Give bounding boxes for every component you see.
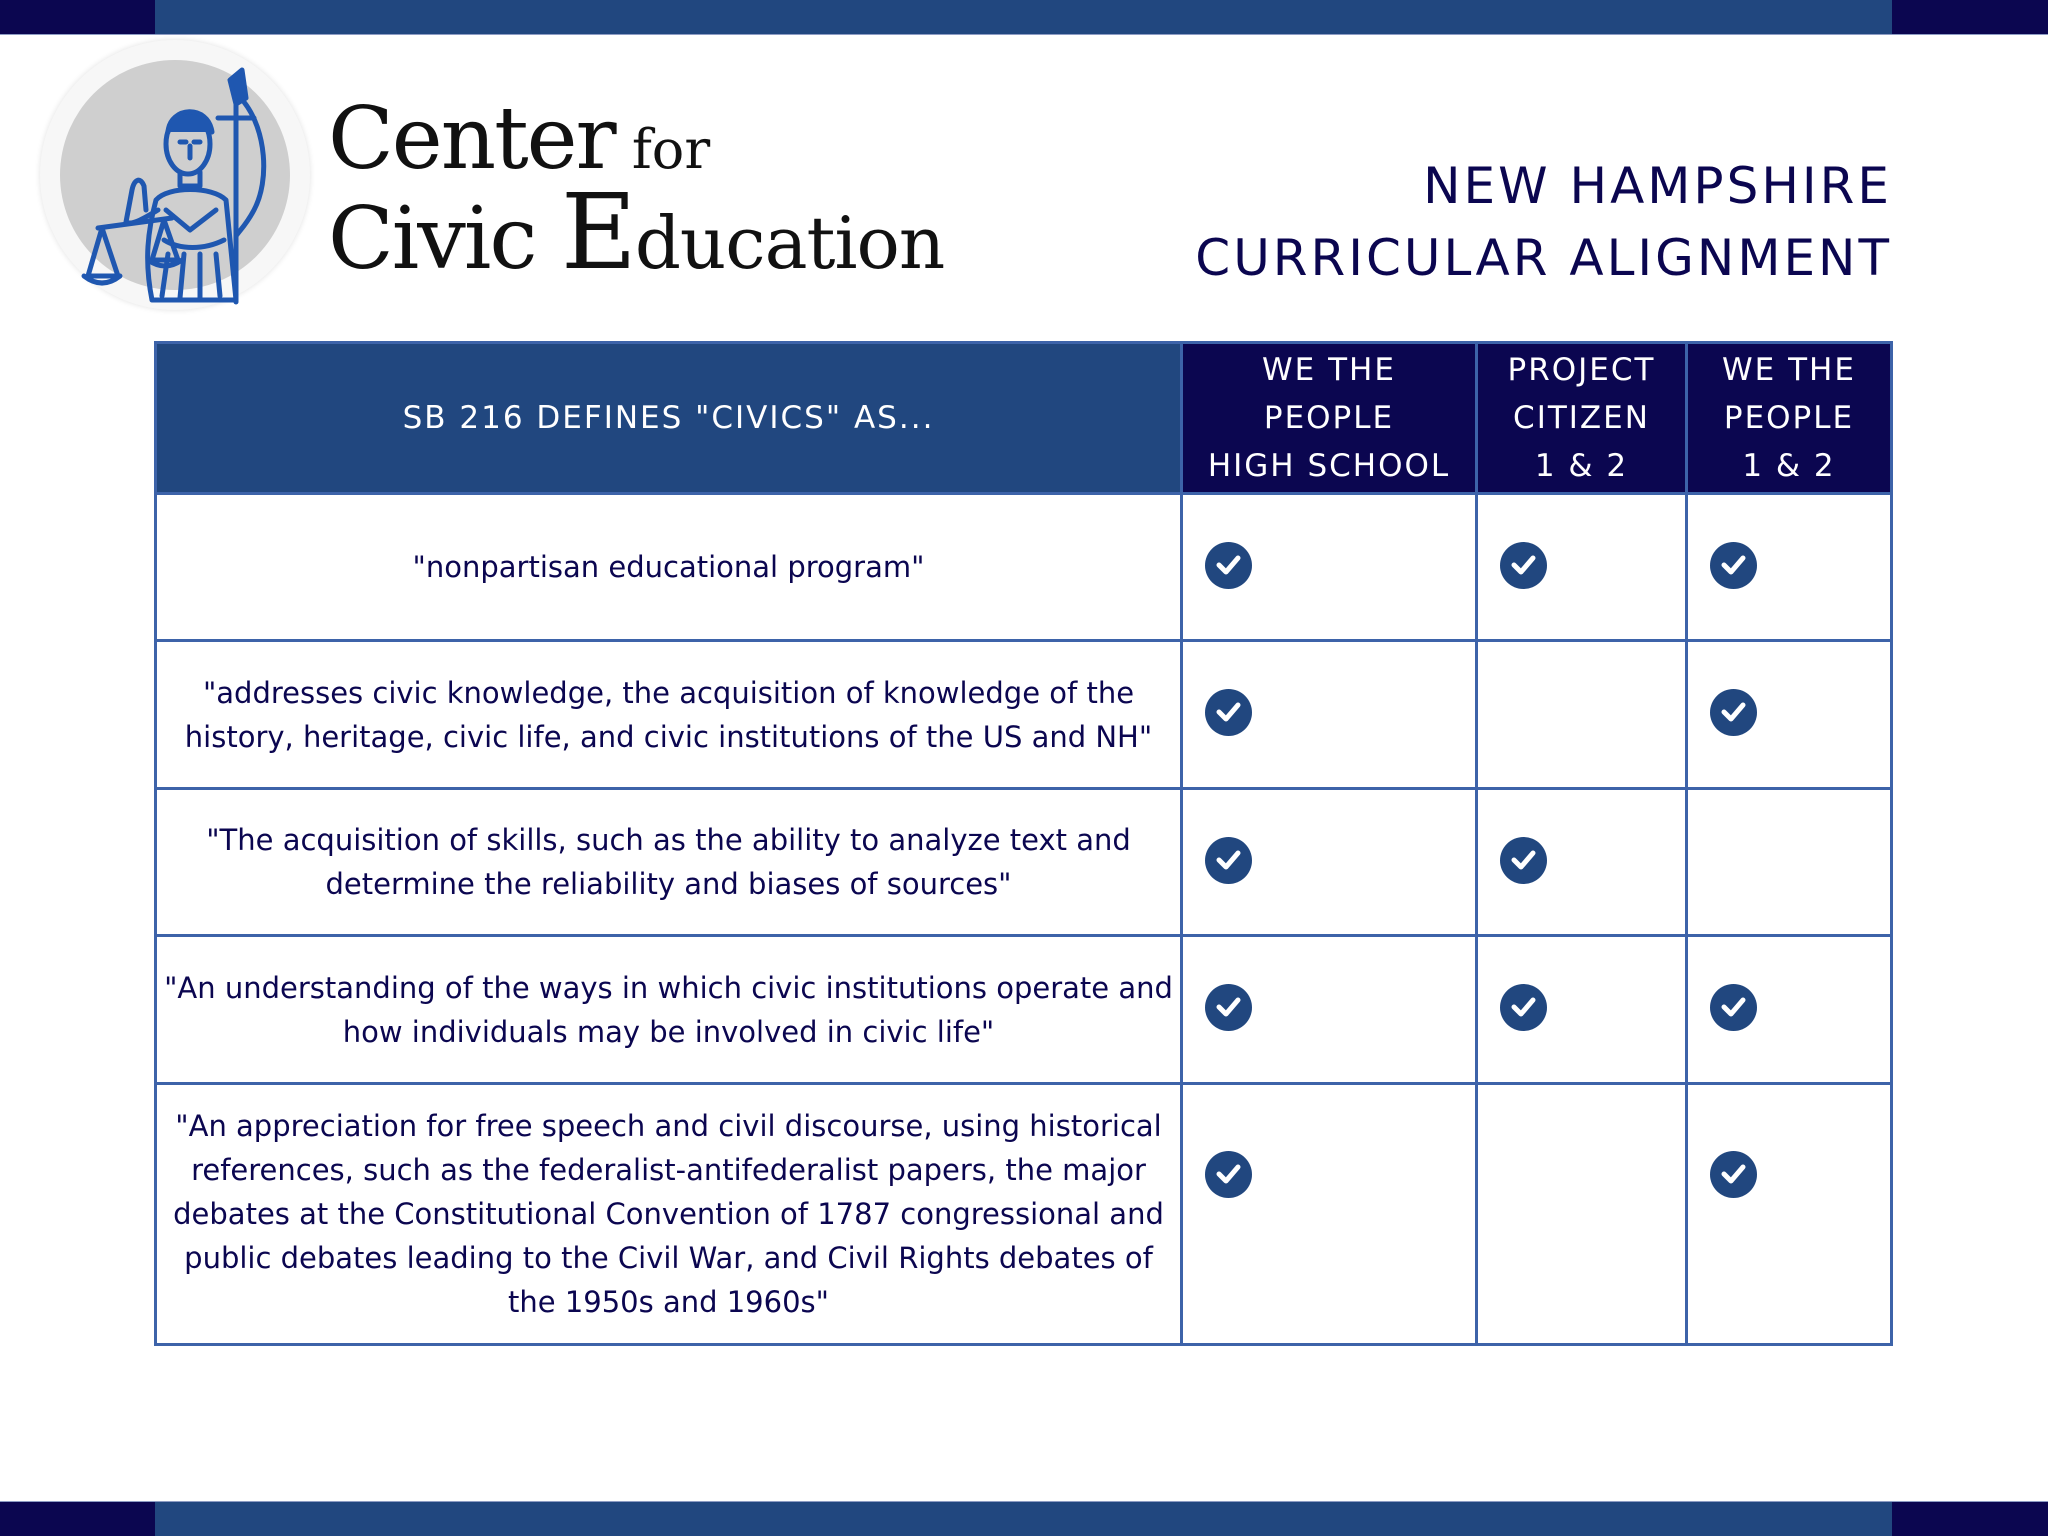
header-line: PROJECT: [1507, 352, 1656, 388]
column-header-project-citizen: [1477, 343, 1687, 494]
definition-cell: "nonpartisan educational program": [156, 494, 1182, 641]
lady-justice-figure-icon: [40, 40, 310, 310]
definition-cell: "An understanding of the ways in which civic institutions operate and how individuals may be involved in civic life": [156, 936, 1182, 1084]
header-line: WE THE: [1262, 352, 1396, 388]
check-circle-icon: [1710, 1151, 1757, 1198]
top-banner-bar: [0, 0, 2048, 35]
definition-cell: "An appreciation for free speech and civil discourse, using historical references, such as the federalist-antifederalist papers, the major debates at the Constitutional Convention of 1787 congressional and public debates leading to the Civil War, and Civil Rights debates of the 1950s and 1960s": [156, 1084, 1182, 1345]
mark-cell: [1182, 641, 1477, 789]
top-bar-left-accent: [0, 0, 155, 34]
table-row: [156, 494, 1892, 641]
table-row: [156, 789, 1892, 936]
org-name-civic: Civic: [328, 189, 561, 289]
bottom-banner-bar: [0, 1501, 2048, 1536]
empty-mark-cell: [1687, 789, 1892, 936]
check-circle-icon: [1710, 689, 1757, 736]
definition-cell: "addresses civic knowledge, the acquisition of knowledge of the history, heritage, civic life, and civic institutions of the US and NH": [156, 641, 1182, 789]
header-line: HIGH SCHOOL: [1207, 448, 1451, 484]
org-name-center: Center: [328, 89, 615, 189]
bottom-bar-left-accent: [0, 1502, 155, 1536]
check-circle-icon: [1205, 984, 1252, 1031]
empty-mark-cell: [1477, 641, 1687, 789]
mark-cell: [1687, 1084, 1892, 1345]
check-circle-icon: [1500, 542, 1547, 589]
check-circle-icon: [1710, 542, 1757, 589]
table-header-row: [156, 343, 1892, 494]
empty-mark-cell: [1477, 1084, 1687, 1345]
bottom-bar-right-accent: [1892, 1502, 2048, 1536]
check-circle-icon: [1205, 837, 1252, 884]
org-name-line2: [328, 171, 945, 293]
org-name-e: E: [560, 171, 635, 293]
check-circle-icon: [1500, 837, 1547, 884]
top-bar-right-accent: [1892, 0, 2048, 34]
org-name-line1: [328, 89, 944, 189]
org-name-ducation: ducation: [634, 201, 945, 285]
table-row: [156, 641, 1892, 789]
mark-cell: [1182, 936, 1477, 1084]
mark-cell: [1182, 494, 1477, 641]
check-circle-icon: [1205, 542, 1252, 589]
check-circle-icon: [1710, 984, 1757, 1031]
header-line: PEOPLE: [1263, 400, 1395, 436]
header-line: PEOPLE: [1723, 400, 1855, 436]
page-title: [1195, 150, 1892, 294]
title-line-2: CURRICULAR ALIGNMENT: [1195, 229, 1892, 287]
lady-justice-logo-icon: [40, 40, 310, 310]
check-circle-icon: [1205, 1151, 1252, 1198]
org-name-for: for: [614, 118, 711, 181]
mark-cell: [1477, 789, 1687, 936]
title-line-1: NEW HAMPSHIRE: [1423, 157, 1892, 215]
column-header-definition: SB 216 DEFINES "CIVICS" AS...: [156, 343, 1182, 494]
mark-cell: [1477, 936, 1687, 1084]
mark-cell: [1182, 1084, 1477, 1345]
header-line: WE THE: [1722, 352, 1856, 388]
mark-cell: [1687, 936, 1892, 1084]
mark-cell: [1687, 494, 1892, 641]
check-circle-icon: [1500, 984, 1547, 1031]
column-header-we-the-people-1-2: [1687, 343, 1892, 494]
table-row: [156, 936, 1892, 1084]
definition-cell: "The acquisition of skills, such as the ability to analyze text and determine the reliability and biases of sources": [156, 789, 1182, 936]
mark-cell: [1687, 641, 1892, 789]
mark-cell: [1182, 789, 1477, 936]
header-line: 1 & 2: [1534, 448, 1629, 484]
organization-name: [328, 89, 945, 293]
curricular-alignment-table: [154, 341, 1893, 1346]
column-header-we-the-people-high-school: [1182, 343, 1477, 494]
table-row: [156, 1084, 1892, 1345]
header-line: 1 & 2: [1742, 448, 1836, 484]
header-line: CITIZEN: [1513, 400, 1650, 436]
mark-cell: [1477, 494, 1687, 641]
check-circle-icon: [1205, 689, 1252, 736]
